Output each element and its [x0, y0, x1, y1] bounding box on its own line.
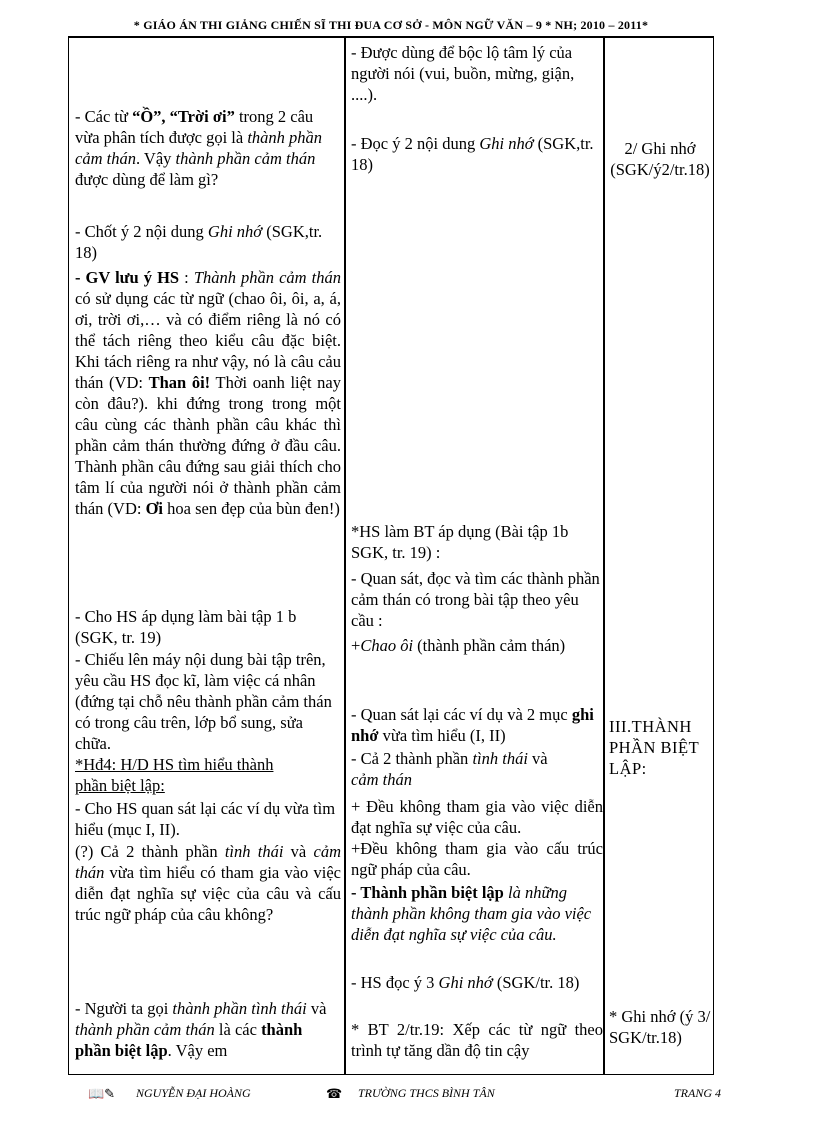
book-pen-icon: 📖✎ — [88, 1086, 116, 1101]
footer-school: TRƯỜNG THCS BÌNH TÂN — [358, 1086, 495, 1100]
column-divider-1 — [344, 38, 346, 1074]
student-point-grammar: +Đều không tham gia vào cấu trúc ngữ pháp của câu. — [351, 839, 603, 879]
page-footer — [88, 1084, 728, 1106]
footer-author: NGUYỄN ĐẠI HOÀNG — [136, 1086, 251, 1100]
student-answer-chao-oi: +Chao ôi (thành phần cảm thán) — [351, 636, 566, 655]
paragraph-isolated-parts: - Người ta gọi thành phần tình thái và thành phần cảm thán là các thành phần biệt lập. Vậy em — [75, 999, 327, 1060]
paragraph-review-examples: - Cho HS quan sát lại các ví dụ vừa tìm hiểu (mục I, II). — [75, 799, 336, 839]
content-note-3: * Ghi nhớ (ý 3/ SGK/tr.18) — [609, 1007, 711, 1047]
footer-page: TRANG 4 — [674, 1086, 722, 1100]
student-both-parts: - Cả 2 thành phần tình thái và cảm thán — [351, 749, 548, 789]
paragraph-emotive-question: - Các từ “Ồ”, “Trời ơi” trong 2 câu vừa phân tích được gọi là thành phần cảm thán. Vậy thành phần cảm thán được dùng để làm gì? — [75, 107, 323, 189]
paragraph-projector: - Chiếu lên máy nội dung bài tập trên, yêu cầu HS đọc kĩ, làm việc cá nhân (đứng tại chỗ nêu thành phần cảm thán có trong câu trên, lớp bổ sung, sửa chữa. — [75, 650, 332, 753]
student-column — [351, 38, 603, 1074]
paragraph-question: (?) Cả 2 thành phần tình thái và cảm thán vừa tìm hiểu có tham gia vào việc diễn đạt nghĩa sự việc của câu và cấu trúc ngữ pháp của câu không? — [75, 842, 341, 924]
activity-4-heading: *Hđ4: H/D HS tìm hiểu thành phần biệt lập: — [75, 755, 274, 795]
student-point-meaning: + Đều không tham gia vào việc diễn đạt nghĩa sự việc của câu. — [351, 797, 603, 837]
student-answer-emotion: - Được dùng để bộc lộ tâm lý của người nói (vui, buồn, mừng, giận, ....). — [351, 43, 575, 104]
student-read-note-2: - Đọc ý 2 nội dung Ghi nhớ (SGK,tr. 18) — [351, 134, 594, 174]
phone-icon: ☎ — [326, 1086, 343, 1101]
lesson-table — [68, 37, 714, 1075]
student-review: - Quan sát lại các ví dụ và 2 mục ghi nhớ vừa tìm hiểu (I, II) — [351, 705, 594, 745]
paragraph-exercise-1b: - Cho HS áp dụng làm bài tập 1 b (SGK, tr. 19) — [75, 607, 297, 647]
content-note-2: 2/ Ghi nhớ (SGK/ý2/tr.18) — [610, 139, 710, 179]
student-exercise-heading: *HS làm BT áp dụng (Bài tập 1b SGK, tr. 19) : — [351, 522, 569, 562]
paragraph-teacher-note: - GV lưu ý HS : Thành phần cảm thán có sử dụng các từ ngữ (chao ôi, ôi, a, á, ơi, trời ơi,… và có điểm riêng là nó có thể tách riêng theo kiểu câu đặc biệt. Khi tách riêng ra như vậy, nó là câu cảu thán (VD: Than ôi! Thời oanh liệt nay còn đâu?). khi đứng trong trong một câu cùng các thành phần câu khác thì phần cảm thán thường đứng ở đầu câu. Thành phần câu đứng sau giải thích cho tâm lí của người nói ở thành phần cảm thán (VD: Ơi hoa sen đẹp của bùn đen!) — [75, 268, 341, 518]
student-definition: - Thành phần biệt lập là những thành phần không tham gia vào việc diễn đạt nghĩa sự việc của câu. — [351, 883, 592, 944]
student-read-note-3: - HS đọc ý 3 Ghi nhớ (SGK/tr. 18) — [351, 973, 580, 992]
teacher-column — [75, 38, 341, 1074]
content-section-iii: III.THÀNH PHẦN BIỆT LẬP: — [609, 717, 699, 778]
content-column — [609, 38, 711, 1074]
student-exercise-2: * BT 2/tr.19: Xếp các từ ngữ theo trình tự tăng dần độ tin cậy — [351, 1020, 603, 1060]
page-header: * GIÁO ÁN THI GIẢNG CHIẾN SĨ THI ĐUA CƠ SỞ - MÔN NGỮ VĂN – 9 * NH; 2010 – 2011* — [133, 18, 649, 32]
column-divider-2 — [603, 38, 605, 1074]
paragraph-conclude-note: - Chốt ý 2 nội dung Ghi nhớ (SGK,tr. 18) — [75, 222, 323, 262]
student-observe: - Quan sát, đọc và tìm các thành phần cảm thán có trong bài tập theo yêu cầu : — [351, 569, 600, 630]
